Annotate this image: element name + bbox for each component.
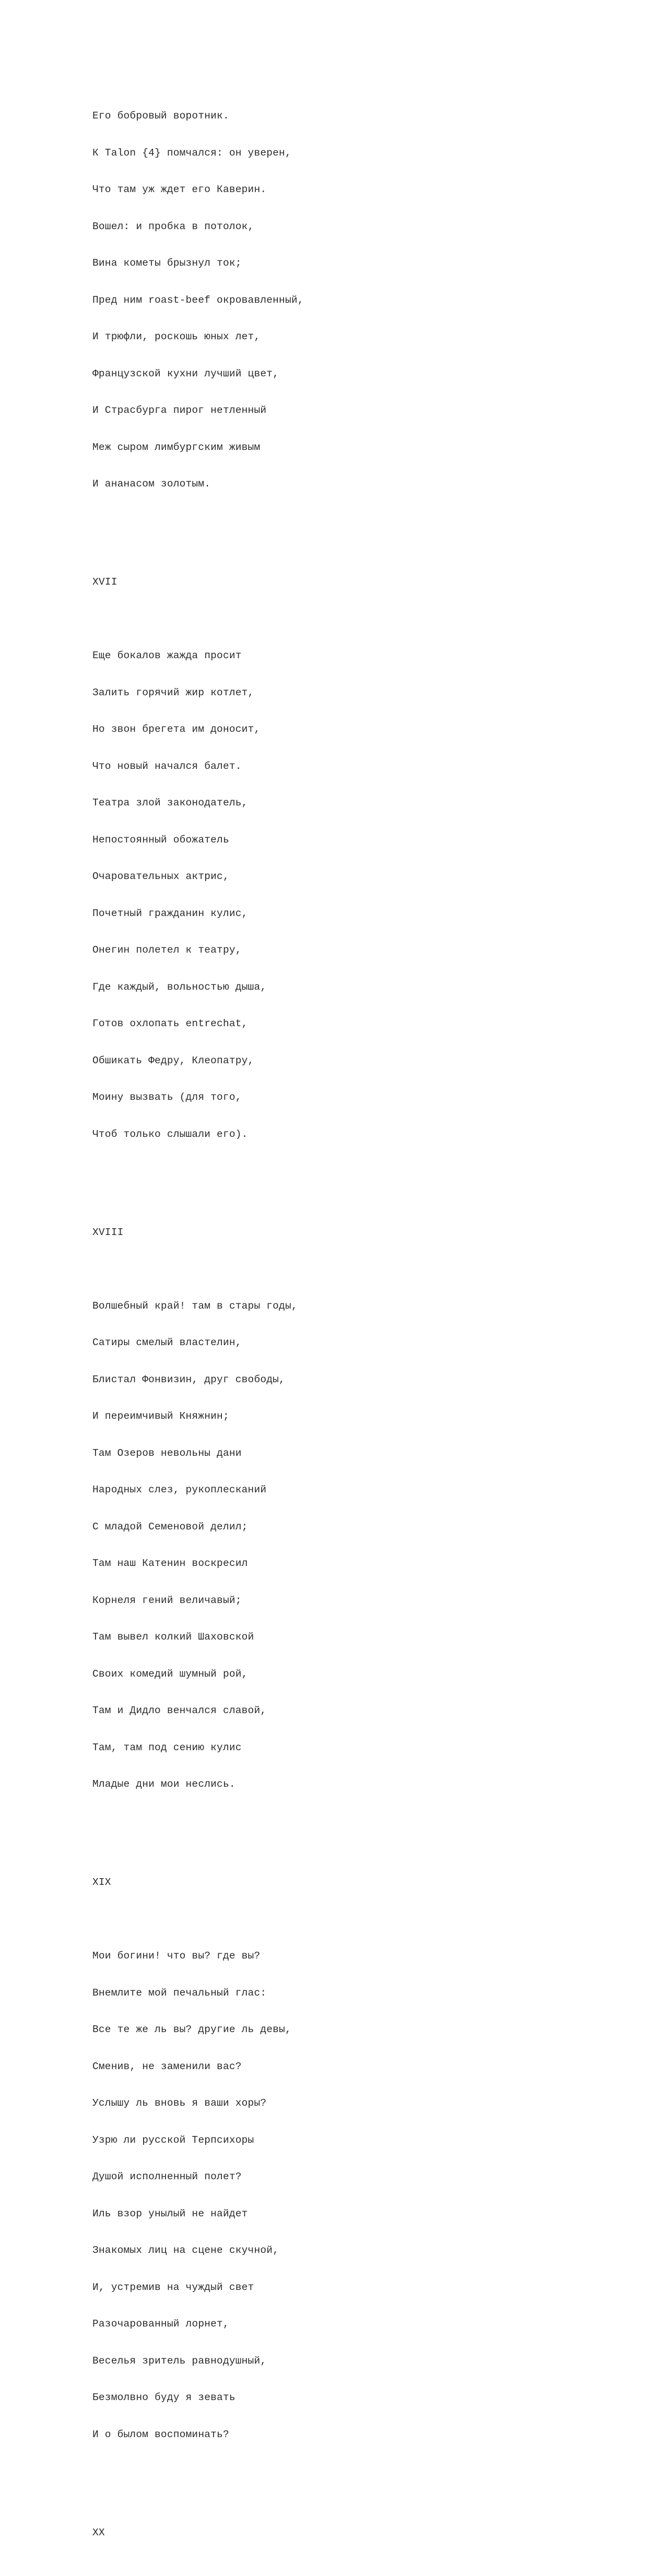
poem-line: К Talon {4} помчался: он уверен, [92,147,291,159]
poem-line: С младой Семеновой делил; [92,1521,248,1533]
poem-line: И переимчивый Княжнин; [92,1410,229,1422]
poem-line: Что там уж ждет его Каверин. [92,184,267,195]
poem-line: Внемлите мой печальный глас: [92,1987,267,1999]
poem-line: Безмолвно буду я зевать [92,2392,235,2403]
poem-line: Сатиры смелый властелин, [92,1337,242,1348]
poem-line: Веселья зритель равнодушный, [92,2355,267,2367]
poem-line: Все те же ль вы? другие ль девы, [92,2024,291,2035]
stanza-heading: XX [92,2526,105,2538]
poem-line: Обшикать Федру, Клеопатру, [92,1054,254,1066]
poem-line: И ананасом золотым. [92,478,211,490]
poem-line: И о былом воспоминать? [92,2428,229,2440]
stanza-gap [92,2465,304,2478]
poem-line: Вина кометы брызнул ток; [92,257,242,269]
poem-line: Там наш Катенин воскресил [92,1558,248,1569]
poem-line: Разочарованный лорнет, [92,2318,229,2330]
poem-line: Но звон брегета им доносит, [92,723,261,735]
poem-line: Своих комедий шумный рой, [92,1668,248,1680]
poem-line: Там вывел колкий Шаховской [92,1631,254,1643]
stanza-gap [92,1914,304,1926]
poem-line: Там и Дидло венчался славой, [92,1705,267,1716]
poem-line: Иль взор унылый не найдет [92,2207,248,2219]
poem-line: Там Озеров невольны дани [92,1447,242,1459]
stanza-heading: XVIII [92,1226,124,1238]
poem-line: И Страсбурга пирог нетленный [92,405,267,416]
poem-line: Залить горячий жир котлет, [92,686,254,698]
poem-line: Узрю ли русской Терпсихоры [92,2134,254,2146]
poem-line: Душой исполненный полет? [92,2171,242,2182]
poem-line: Мои богини! что вы? где вы? [92,1950,261,1962]
poem-line: Еще бокалов жажда просит [92,650,242,661]
poem-line: Почетный гражданин кулис, [92,907,248,919]
stanza-heading: XVII [92,576,117,588]
poem-line: Сменив, не заменили вас? [92,2060,242,2072]
poem-line: Непостоянный обожатель [92,834,229,846]
poem-line: Чтоб только слышали его). [92,1128,248,1140]
poem-line: Корнеля гений величавый; [92,1594,242,1606]
stanza-gap [92,515,304,528]
poem-line: Французской кухни лучший цвет, [92,367,279,379]
poem-line: И, устремив на чуждый свет [92,2281,254,2293]
stanza-gap [92,1165,304,1178]
poem-line: Меж сыром лимбургским живым [92,441,261,453]
poem-line: Что новый начался балет. [92,760,242,772]
poem-line: Готов охлопать entrechat, [92,1018,248,1029]
poem-line: Театра злой законодатель, [92,797,248,809]
poem-text [92,61,304,2576]
poem-line: Услышу ль вновь я ваши хоры? [92,2097,267,2109]
poem-line: Блистал Фонвизин, друг свободы, [92,1373,285,1385]
poem-line: Там, там под сению кулис [92,1741,242,1753]
poem-line: Волшебный край! там в стары годы, [92,1300,298,1312]
poem-line: Моину вызвать (для того, [92,1091,242,1103]
stanza-heading: XIX [92,1877,111,1888]
poem-line: Пред ним roast-beef окровавленный, [92,294,304,306]
poem-line: Народных слез, рукоплесканий [92,1484,267,1495]
poem-line: Где каждый, вольностью дыша, [92,981,267,993]
stanza-gap [92,1263,304,1276]
stanza-gap [92,1815,304,1828]
poem-line: Младые дни мои неслись. [92,1778,235,1790]
poem-line: Онегин полетел к театру, [92,944,242,956]
poem-line: И трюфли, роскошь юных лет, [92,331,261,342]
poem-line: Вошел: и пробка в потолок, [92,220,254,232]
poem-line: Знакомых лиц на сцене скучной, [92,2245,279,2256]
poem-line: Его бобровый воротник. [92,110,229,122]
poem-line: Очаровательных актрис, [92,871,229,882]
stanza-gap [92,613,304,626]
